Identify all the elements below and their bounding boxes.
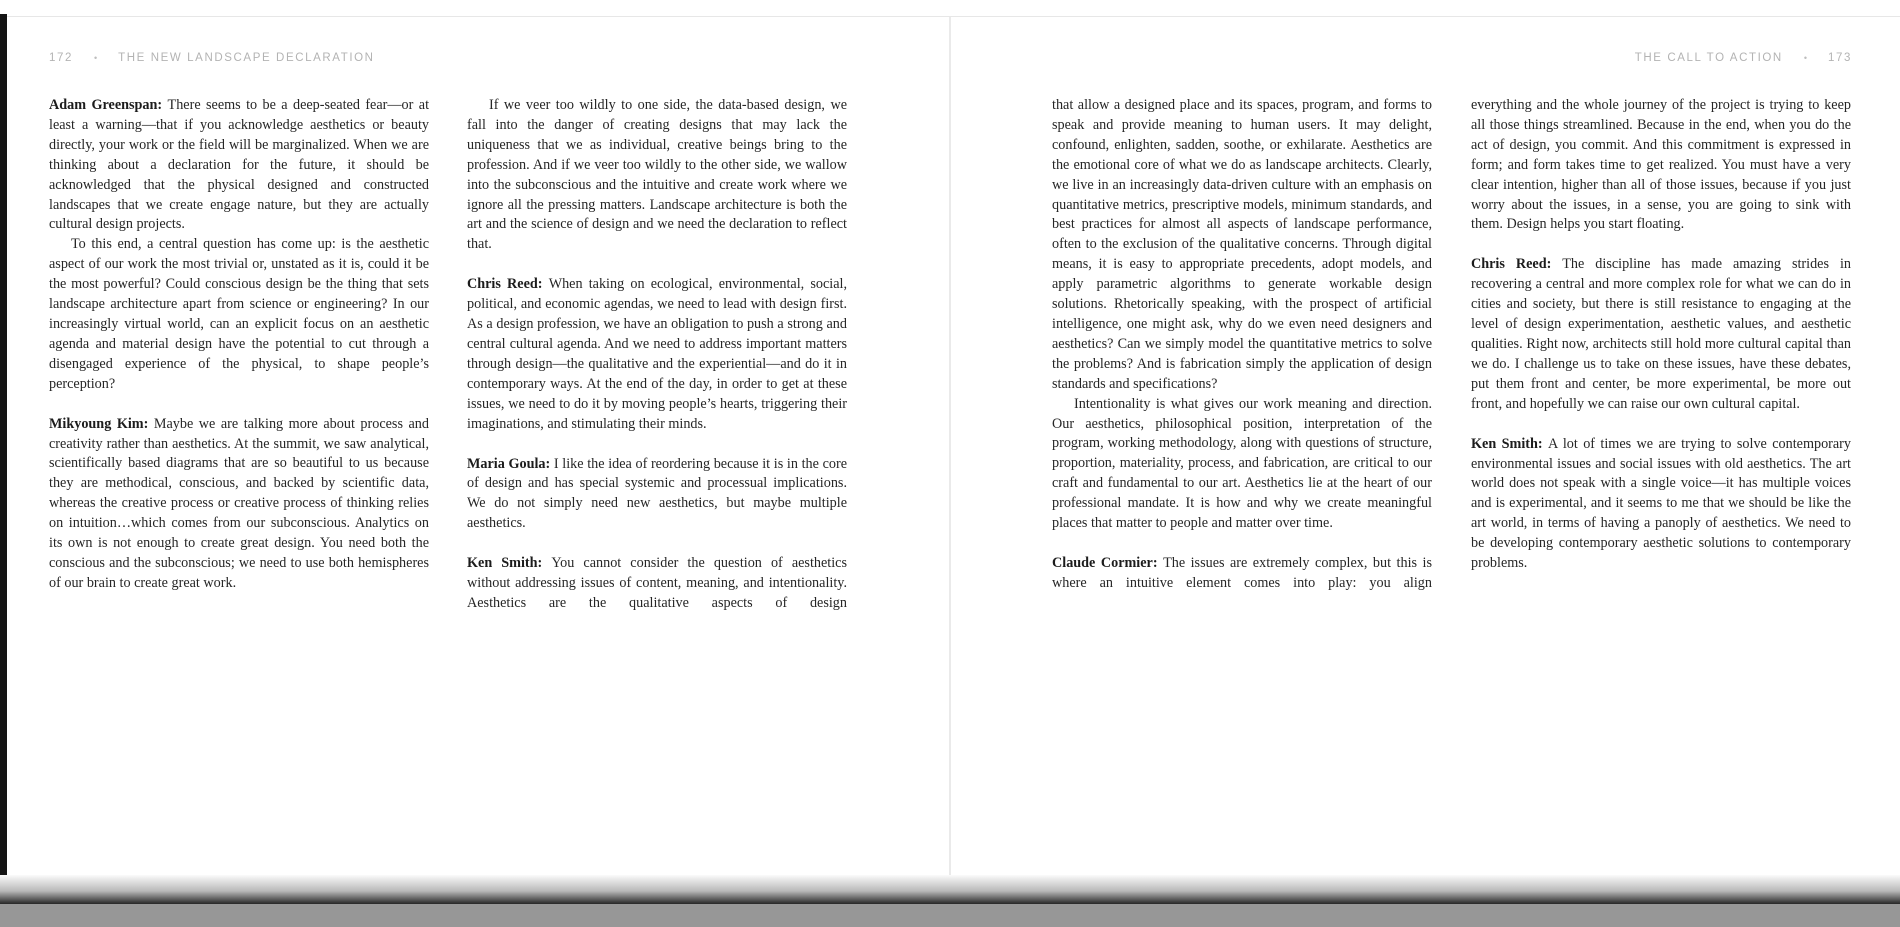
header-bullet-icon: • <box>94 53 98 63</box>
running-header-right <box>1635 52 1852 64</box>
speaker-name: Claude Cormier: <box>1052 554 1164 571</box>
running-title-right: THE CALL TO ACTION <box>1634 52 1783 64</box>
paragraph: everything and the whole journey of the project is trying to keep all those things streamlined. Because in the end, when you do the act of design, you commit. And this commitment is expressed in form; and form takes time to get realized. You must have a very clear intention, higher than all of those issues, because if you just worry about the issues, in a sense, you are going to sink with them. Design helps you start floating. <box>1471 97 1851 233</box>
speaker-name: Chris Reed: <box>1471 256 1563 273</box>
paragraph: Chris Reed: When taking on ecological, environmental, social, political, and economic agendas, we need to lead with design first. As a design profession, we have an obligation to push a strong and central cultural agenda. And we need to address important matters through design—the qualitative and the experiential—and do it in contemporary ways. At the end of the day, in order to get at these issues, we need to do it by moving people’s hearts, triggering their imaginations, and stimulating their minds. <box>467 276 848 432</box>
paragraph: Maria Goula: I like the idea of reordering because it is in the core of design and has special systemic and processual implications. We do not simply need new aesthetics, but maybe multiple aesthetics. <box>467 455 847 532</box>
page-gutter <box>949 17 951 875</box>
paragraph: If we veer too wildly to one side, the data-based design, we fall into the danger of creating designs that may lack the uniqueness that we as individual, creative beings bring to the profession. And if we veer too wildly to the other side, we wallow into the subconscious and the intuitive and create work where we ignore all the pressing matters. Landscape architecture is both the art and the science of design and we need the declaration to reflect that. <box>467 97 847 253</box>
text-column-right-outer <box>1471 96 1851 574</box>
desk-surface <box>0 904 1900 927</box>
paragraph: that allow a designed place and its spaces, program, and forms to speak and provide meaning to human users. It may delight, confound, enlighten, sadden, soothe, or exhilarate. Aesthetics are the emotional core of what we do as landscape architects. Clearly, we live in an increasingly data-driven culture with an emphasis on quantitative metrics, prescriptive models, minimum standards, and best practices for almost all aspects of landscape performance, often to the exclusion of the qualitative concerns. Through digital means, it is easy to appropriate precedents, adopt models, and apply parametric algorithms to generate workable design solutions. Rhetorically speaking, with the prospect of artificial intelligence, one might ask, why do we even need designers and aesthetics? Can we simply model the quantitative metrics to solve the problems? And is fabrication simply the application of design standards and specifications? <box>1052 97 1432 392</box>
paragraph: Mikyoung Kim: Maybe we are talking more about process and creativity rather than aesthetics. At the summit, we saw analytical, scientifically based diagrams that are so beautiful to us because they are methodical, conscious, and backed by scientific data, whereas the creative process or creative process of thinking relies on intuition…which comes from our subconscious. Analytics on its own is not enough to create great design. You need both the conscious and the subconscious; we need to use both hemispheres of our brain to create great work. <box>49 415 429 591</box>
speaker-name: Adam Greenspan: <box>49 97 168 113</box>
paragraph: Claude Cormier: The issues are extremely complex, but this is where an intuitive element comes into play: you align <box>1052 554 1432 591</box>
running-title-left: THE NEW LANDSCAPE DECLARATION <box>118 52 375 64</box>
page-number-left: 172 <box>49 52 73 64</box>
speaker-name: Chris Reed: <box>467 276 549 293</box>
paragraph: Chris Reed: The discipline has made amazing strides in recovering a central and more complex role for what we can do in cities and society, but there is still resistance to engaging at the level of design experimentation, aesthetic values, and aesthetic qualities. Right now, architects still hold more cultural capital than we do. I challenge us to take on these issues, have these debates, put them front and center, be more experimental, be more out front, and hopefully we can raise our own cultural capital. <box>1471 256 1851 412</box>
paragraph: Ken Smith: A lot of times we are trying to solve contemporary environmental issues and social issues with old aesthetics. The art world does not speak with a single voice—it has multiple voices and is experimental, and it seems to me that we should be like the art world, in terms of having a panoply of aesthetics. We need to be developing contemporary aesthetic solutions to contemporary problems. <box>1471 435 1852 572</box>
running-header-left <box>49 52 375 64</box>
speaker-name: Ken Smith: <box>1471 435 1548 452</box>
page-bottom-shadow <box>0 875 1900 904</box>
paragraph: Intentionality is what gives our work meaning and direction. Our aesthetics, philosophical position, interpretation of the program, working methodology, along with questions of structure, proportion, materiality, process, and fabrication, are critical to our craft and fundamental to our art. Aesthetics lie at the heart of our professional mandate. It is how and why we create meaningful places that matter to people and matter over time. <box>1052 395 1432 532</box>
speaker-name: Mikyoung Kim: <box>49 415 154 432</box>
paragraph: Adam Greenspan: There seems to be a deep-seated fear—or at least a warning—that if you acknowledge aesthetics or beauty directly, your work or the field will be marginalized. When we are thinking about a declaration for the future, it should be acknowledged that the physical designed and constructed landscapes that we create engage nature, but they are actually cultural design projects. <box>49 97 430 233</box>
text-column-left-outer <box>49 96 429 594</box>
page-number-right: 173 <box>1828 52 1852 64</box>
text-column-left-inner <box>467 96 847 614</box>
book-left-edge <box>0 14 7 876</box>
text-column-right-inner <box>1052 96 1432 594</box>
speaker-name: Ken Smith: <box>467 555 552 572</box>
paragraph: Ken Smith: You cannot consider the question of aesthetics without addressing issues of content, meaning, and intentionality. Aesthetics are the qualitative aspects of design <box>467 555 847 611</box>
header-bullet-icon: • <box>1803 53 1807 63</box>
paragraph: To this end, a central question has come up: is the aesthetic aspect of our work the most trivial or, unstated as it is, could it be the most powerful? Could conscious design be the thing that sets landscape architecture apart from science or engineering? In our increasingly virtual world, can an explicit focus on an aesthetic agenda and material design have the potential to cut through a disengaged experience of the physical, to shape people’s perception? <box>49 236 429 392</box>
speaker-name: Maria Goula: <box>467 455 554 472</box>
